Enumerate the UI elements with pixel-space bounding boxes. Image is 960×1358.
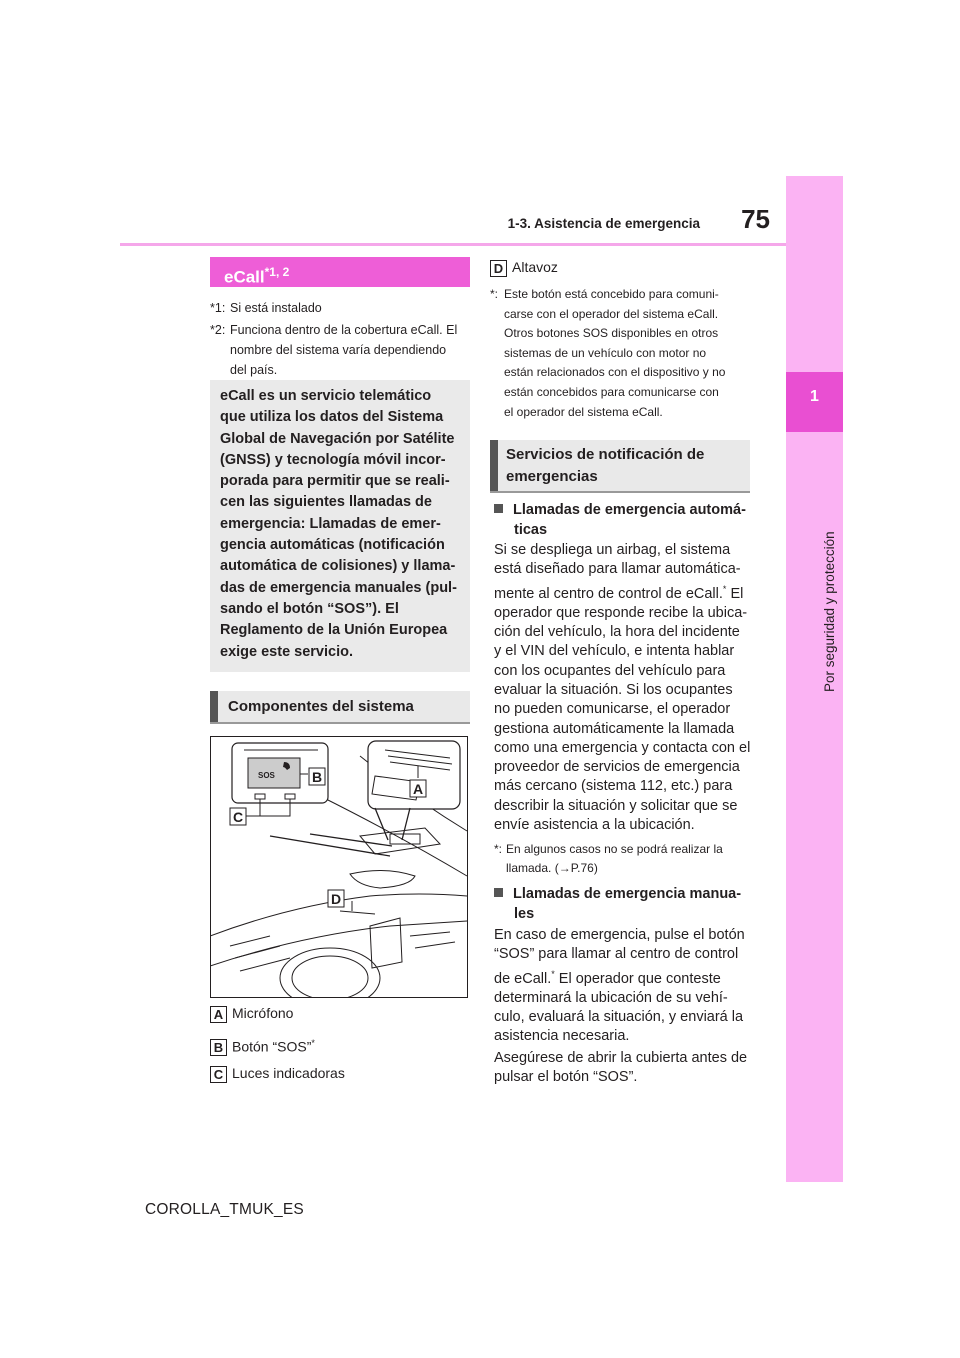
manual-calls-title-line: Llamadas de emergencia manua- (513, 886, 742, 902)
para-line: con los ocupantes del vehículo para (494, 662, 726, 679)
info-line: (GNSS) y tecnología móvil incor- (220, 451, 446, 468)
info-line: eCall es un servicio telemático (220, 388, 432, 404)
para-line: gestiona automáticamente la llamada (494, 720, 735, 737)
ecall-info-box (210, 380, 470, 672)
auto-calls-title-line: ticas (514, 522, 548, 538)
services-heading-line: Servicios de notificación de (506, 446, 705, 463)
services-heading-line: emergencias (506, 468, 598, 485)
sos-button-text: SOS (258, 771, 275, 780)
component-sup: * (311, 1038, 315, 1048)
callout-b: B (312, 769, 323, 785)
footnote-mark: *1: (210, 301, 226, 315)
component-text: Micrófono (232, 1005, 294, 1021)
ecall-heading (210, 257, 470, 287)
footnote-mark: *: (490, 287, 499, 301)
header-rule (120, 243, 786, 246)
component-text: Botón “SOS” (232, 1038, 312, 1055)
manual-calls-paragraph (494, 926, 756, 1047)
chapter-title (786, 432, 843, 722)
para-line: operador que responde recibe la ubica- (494, 604, 748, 621)
info-line: exige este servicio. (220, 643, 353, 660)
manual-calls-title (494, 885, 754, 904)
footer-code: COROLLA_TMUK_ES (145, 1201, 304, 1218)
component-text: Luces indicadoras (232, 1065, 345, 1081)
footnote-1 (210, 298, 470, 318)
para-line: está diseñado para llamar automática- (494, 561, 741, 578)
ecall-heading-title: eCall (224, 267, 265, 287)
footnote-mark: *: (494, 842, 503, 856)
para-line: asistencia necesaria. (494, 1028, 630, 1045)
para-line: “SOS” para llamar al centro de control (494, 946, 739, 963)
para-text: El (726, 585, 744, 602)
chapter-title-text: Por seguridad y protección (821, 531, 837, 692)
footnote-2 (210, 320, 470, 380)
para-line: no pueden comunicarse, el operador (494, 701, 731, 718)
component-item-c (210, 1063, 345, 1083)
component-label: A (210, 1006, 227, 1023)
info-line: cen las siguientes llamadas de (220, 494, 432, 511)
system-components-illustration (210, 736, 468, 998)
footnote-line: Este botón está concebido para comuni- (504, 287, 719, 301)
info-line: emergencia: Llamadas de emer- (220, 515, 441, 532)
heading-rule (210, 722, 470, 724)
para-line: describir la situación y solicitar que se (494, 797, 738, 814)
manual-calls-title-line: les (514, 906, 535, 922)
para-line: y el VIN del vehículo, e intenta hablar (494, 643, 735, 660)
auto-calls-title (494, 501, 754, 520)
para-line (494, 580, 756, 604)
page-number: 75 (741, 204, 770, 234)
info-line: sando el botón “SOS”). El (220, 600, 399, 617)
square-bullet-icon (494, 504, 503, 513)
footnote-line: En algunos casos no se podrá realizar la (506, 842, 723, 856)
para-text: de eCall. (494, 970, 552, 987)
para-line (494, 965, 756, 989)
manual-calls-note (494, 1049, 756, 1088)
para-line: pulsar el botón “SOS”. (494, 1069, 638, 1086)
component-item-d (490, 257, 558, 277)
footnote-line: carse con el operador del sistema eCall. (504, 306, 719, 321)
footnote-line: están concebidos para comunicarse con (504, 384, 719, 399)
para-text: El operador que conteste (554, 970, 721, 987)
info-line: das de emergencia manuales (pul- (220, 579, 457, 596)
footnote-line: Si está instalado (230, 301, 322, 315)
section-title: 1-3. Asistencia de emergencia (507, 216, 700, 231)
footnote-auto-calls (494, 840, 756, 879)
callout-a: A (413, 781, 424, 797)
para-line: En caso de emergencia, pulse el botón (494, 927, 745, 943)
component-label: B (210, 1039, 227, 1056)
components-heading (210, 691, 470, 723)
footnote-link[interactable]: llamada. (→P.76) (506, 861, 598, 876)
para-line: culo, evaluará la situación, y enviará la (494, 1009, 744, 1026)
component-label: C (210, 1066, 227, 1083)
para-line: evaluar la situación. Si los ocupantes (494, 681, 733, 698)
components-heading-title: Componentes del sistema (228, 698, 414, 715)
component-text: Altavoz (512, 259, 558, 275)
info-line: automática de colisiones) y llama- (220, 558, 456, 575)
para-line: ción del vehículo, la hora del incidente (494, 624, 740, 641)
footnote-line: Funciona dentro de la cobertura eCall. El (230, 323, 458, 337)
callout-c: C (233, 809, 244, 825)
component-item-b (210, 1033, 315, 1057)
callout-d: D (331, 891, 342, 907)
para-text: mente al centro de control de eCall. (494, 585, 723, 602)
info-line: Global de Navegación por Satélite (220, 430, 455, 447)
ecall-heading-sup: *1, 2 (264, 265, 290, 279)
para-sup: * (551, 968, 555, 979)
heading-rule (490, 491, 750, 493)
footnote-line: sistemas de un vehículo con motor no (504, 345, 707, 360)
services-heading (490, 440, 750, 492)
auto-calls-paragraph (494, 541, 756, 835)
para-line: proveedor de servicios de emergencia (494, 759, 740, 776)
info-line: gencia automáticas (notificación (220, 537, 445, 554)
info-line: porada para permitir que se reali- (220, 473, 450, 490)
para-line: más cercano (sistema 112, etc.) para (494, 778, 733, 795)
footnote-mark: *2: (210, 323, 226, 337)
footnote-line: el operador del sistema eCall. (504, 404, 663, 419)
footnote-sos-button (490, 285, 755, 422)
square-bullet-icon (494, 888, 503, 897)
footnote-line: del país. (230, 363, 278, 377)
chapter-number: 1 (810, 388, 819, 405)
footnote-line: están relacionados con el dispositivo y no (504, 365, 726, 380)
footnote-line: Otros botones SOS disponibles en otros (504, 326, 719, 341)
component-label: D (490, 260, 507, 277)
para-line: como una emergencia y contacta con el (494, 739, 751, 756)
para-line: determinará la ubicación de su vehí- (494, 989, 728, 1006)
info-line: que utiliza los datos del Sistema (220, 409, 444, 426)
component-item-a (210, 1003, 293, 1023)
info-line: Reglamento de la Unión Europea (220, 622, 448, 639)
footnote-line: nombre del sistema varía dependiendo (230, 343, 447, 357)
para-line: Si se despliega un airbag, el sistema (494, 542, 731, 558)
para-sup: * (722, 583, 727, 594)
para-line: Asegúrese de abrir la cubierta antes de (494, 1050, 748, 1066)
auto-calls-title-line: Llamadas de emergencia automá- (513, 502, 746, 518)
para-line: envíe asistencia a la ubicación. (494, 816, 695, 833)
